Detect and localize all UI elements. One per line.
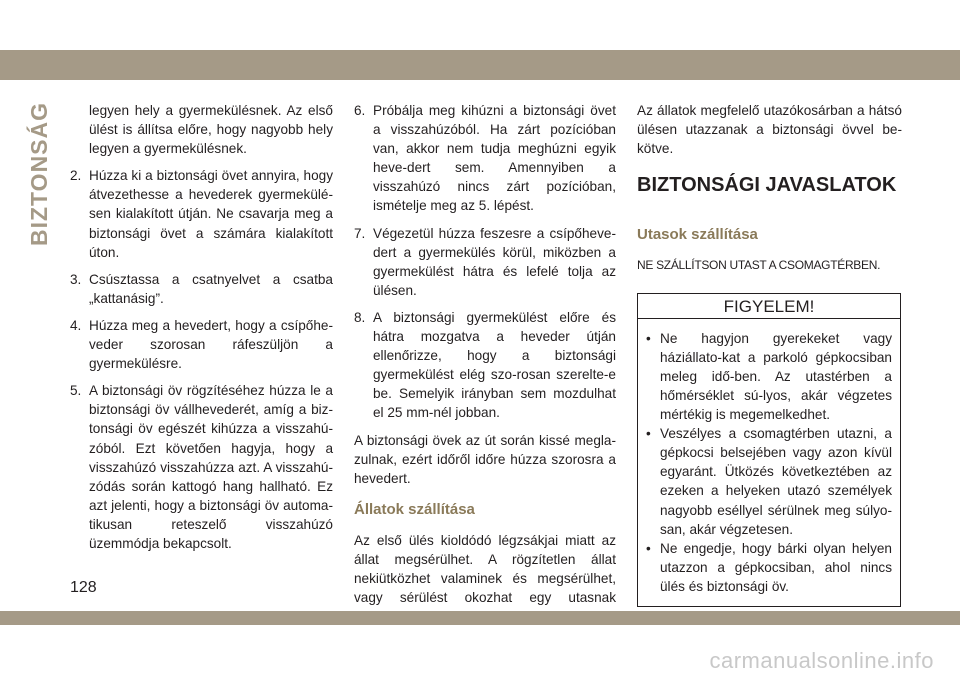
column-3 (637, 101, 902, 607)
bullet-dot-icon: • (646, 540, 651, 556)
step-text: A biztonsági öv rögzítéséhez húzza le a biztonsági öv vállhevederét, amíg a biz-tonsági öv egészét kihúzza a visszahú-zóból. Ezt követően hagyja, hogy a visszahúzó visszahúzza azt. A visszahú-zódás során kattogó hang hallható. Ez azt jelenti, hogy a biztonsági öv automa-tikusan reteszelő visszahúzó üzemmódja bekapcsolt. (89, 383, 333, 551)
step-text: Húzza meg a hevedert, hogy a csípőhe-veder szorosan ráfeszüljön a gyermekülésre. (89, 317, 333, 372)
step-item (70, 166, 333, 261)
bullet-dot-icon: • (646, 426, 651, 442)
step-item (354, 101, 616, 216)
step-item (70, 381, 333, 553)
section-heading-animals: Állatok szállítása (354, 500, 475, 518)
paragraph: Az első ülés kioldódó légzsákjai miatt az állat megsérülhet. A rögzítetlen állat nekiütközhet valaminek és megsérülhet, vagy sérülést okozhat egy utasnak (354, 532, 616, 606)
warning-bullet (646, 539, 892, 596)
warning-bullet-text: Veszélyes a csomagtérben utazni, a gépkocsi belsejében vagy azon kívül egyaránt. Ütközés következtében az ezeken a helyeken utazó személyek nagyobb eséllyel sérülnek meg súlyo-san, akár végzetesen. (660, 426, 892, 537)
step-number: 5. (70, 383, 82, 399)
header-band (0, 50, 960, 80)
step-number: 2. (70, 168, 82, 184)
warning-bullet (646, 329, 892, 424)
warning-title: FIGYELEM! (638, 294, 900, 319)
column-1 (70, 101, 333, 561)
section-heading-passengers: Utasok szállítása (637, 226, 758, 244)
step-item (70, 270, 333, 308)
watermark: carmanualsonline.info (709, 648, 934, 673)
paragraph: A biztonsági övek az út során kissé megla-zulnak, ezért időről időre húzza szorosra a hevedert. (354, 432, 616, 486)
warning-bullet-text: Ne engedje, hogy bárki olyan helyen utazzon a gépkocsiban, ahol nincs ülés és biztonsági öv. (660, 540, 892, 594)
step-number: 7. (354, 225, 366, 241)
step-text: Csúsztassa a csatnyelvet a csatba „kattanásig”. (89, 271, 333, 306)
main-heading: BIZTONSÁGI JAVASLATOK (637, 174, 897, 197)
bullet-dot-icon: • (646, 330, 651, 346)
footer-band (0, 611, 960, 625)
warning-bullet (646, 424, 892, 539)
step-text: Próbálja meg kihúzni a biztonsági övet a visszahúzóból. Ha zárt pozícióban van, akkor nem tudja meghúzni egyik heve-dert sem. Amennyiben a visszahúzó nincs zárt pozícióban, ismételje meg az 5. lépést. (373, 103, 616, 214)
step-text: A biztonsági gyermekülést előre és hátra mozgatva a heveder útján ellenőrizze, hogy a biztonsági gyermekülést elég szo-rosan szerelte-e be. Semelyik irányban sem mozdulhat el 25 mm-nél jobban. (373, 309, 616, 421)
section-side-title-text: BIZTONSÁG (26, 101, 52, 246)
caps-notice: NE SZÁLLÍTSON UTAST A CSOMAGTÉRBEN. (637, 258, 881, 273)
step-item (354, 308, 616, 423)
step-item (354, 224, 616, 300)
warning-body (638, 319, 900, 606)
step-number: 3. (70, 271, 82, 287)
section-side-title (26, 96, 52, 246)
step-number: 6. (354, 103, 366, 118)
step-text: Végezetül húzza feszesre a csípőheve-dert a gyermekülés körül, miközben a gyermekülést hátra és lefelé tolja az ülésen. (373, 225, 616, 298)
paragraph: Az állatok megfelelő utazókosárban a hátsó ülésen utazzanak a biztonsági övvel be-kötve. (637, 103, 902, 157)
step-number: 4. (70, 317, 82, 333)
step-number: 8. (354, 309, 366, 325)
page-number: 128 (70, 579, 97, 596)
column-2 (354, 101, 616, 634)
warning-box (637, 293, 901, 607)
step-text: Húzza ki a biztonsági övet annyira, hogy átvezethesse a hevederek gyermekülé-sen kialakított útján. Ne csavarja meg a biztonsági övet a számára kialakított úton. (89, 168, 333, 260)
continued-step-text: legyen hely a gyermekülésnek. Az első ülést is állítsa előre, hogy nagyobb hely legyen a gyermekülésnek. (89, 103, 333, 157)
step-item (70, 316, 333, 373)
warning-bullet-text: Ne hagyjon gyerekeket vagy háziállato-kat a parkoló gépkocsiban meleg idő-ben. Az utastérben a hőmérséklet sú-lyos, akár végzetes mértékig is megemelkedhet. (660, 330, 892, 423)
